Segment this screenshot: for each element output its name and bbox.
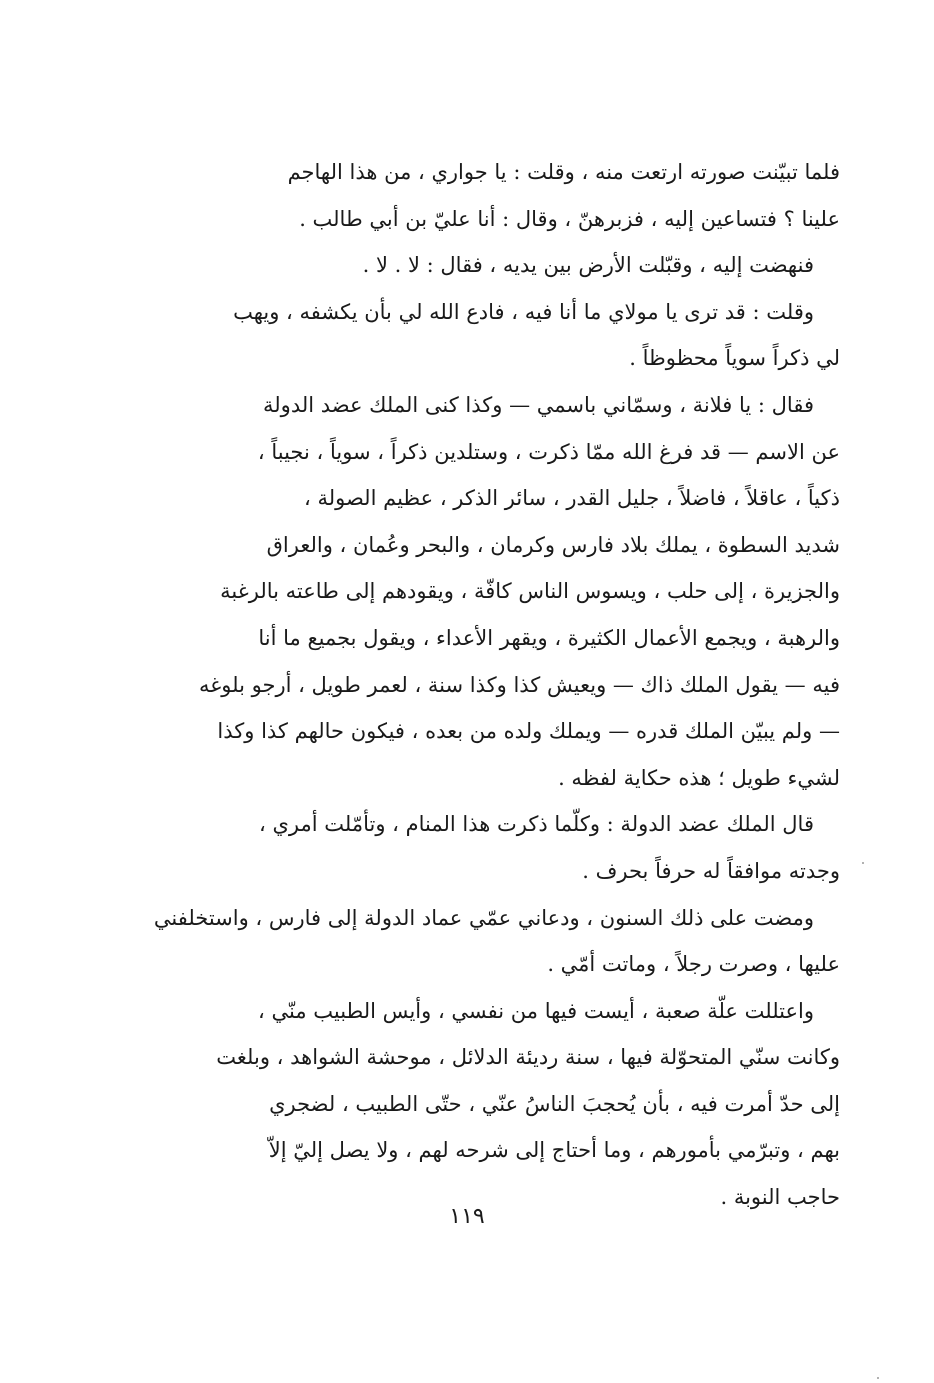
text-line: فيه — يقول الملك ذاك — ويعيش كذا وكذا سنة ، لعمر طويل ، أرجو بلوغه [199,672,840,697]
text-line: إلى حدّ أمرت فيه ، بأن يُحجبَ الناسُ عنّي ، حتّى الطبيب ، لضجري [269,1091,840,1116]
text-line: ذكياً ، عاقلاً ، فاضلاً ، جليل القدر ، سائر الذكر ، عظيم الصولة ، [304,486,840,511]
text-line: — ولم يبيّن الملك قدره — ويملك ولده من بعده ، فيكون حالهم كذا وكذا [217,719,840,744]
text-line: شديد السطوة ، يملك بلاد فارس وكرمان ، والبحر وعُمان ، والعراق [266,532,840,557]
text-line: والجزيرة ، إلى حلب ، ويسوس الناس كافّة ، ويقودهم إلى طاعته بالرغبة [220,579,840,604]
text-line: والرهبة ، ويجمع الأعمال الكثيرة ، ويقهر الأعداء ، ويقول بجميع ما أنا [258,625,840,650]
text-line: قال الملك عضد الدولة : وكلّما ذكرت هذا المنام ، وتأمّلت أمري ، [259,812,814,837]
text-line: وقلت : قد ترى يا مولاي ما أنا فيه ، فادع الله لي بأن يكشفه ، ويهب [233,299,814,324]
text-line: واعتللت علّة صعبة ، أيست فيها من نفسي ، وأيس الطبيب منّي ، [258,998,814,1023]
text-line: فقال : يا فلانة ، وسمّاني باسمي — وكذا كنى الملك عضد الدولة [263,392,814,417]
page-number: ١١٩ [449,1204,485,1229]
text-line: لشيء طويل ؛ هذه حكاية لفظه . [558,765,840,790]
text-line: فنهضت إليه ، وقبّلت الأرض بين يديه ، فقال : لا . لا . [362,253,814,278]
text-line: وجدته موافقاً له حرفاً بحرف . [582,858,840,883]
text-line: لي ذكراً سوياً محظوظاً . [629,346,840,371]
text-line: علينا ؟ فتساعين إليه ، فزبرهنّ ، وقال : أنا عليّ بن أبي طالب . [299,206,840,231]
text-line: حاجب النوبة . [720,1185,840,1210]
text-line: بهم ، وتبرّمي بأمورهم ، وما أحتاج إلى شرحه لهم ، ولا يصل إليّ إلاّ [268,1138,840,1163]
text-line: ومضت على ذلك السنون ، ودعاني عمّي عماد الدولة إلى فارس ، واستخلفني [153,905,814,930]
text-line: عليها ، وصرت رجلاً ، وماتت أمّي . [547,952,840,977]
text-line: عن الاسم — قد فرغ الله ممّا ذكرت ، وستلدين ذكراً ، سوياً ، نجيباً ، [257,439,840,464]
page-body-text [150,149,840,1221]
scan-speck [862,862,864,864]
text-line: فلما تبيّنت صورته ارتعت منه ، وقلت : يا جواري ، من هذا الهاجم [287,160,840,184]
scan-speck [877,1377,879,1379]
text-line: وكانت سنّي المتحوّلة فيها ، سنة رديئة الدلائل ، موحشة الشواهد ، وبلغت [216,1045,840,1070]
